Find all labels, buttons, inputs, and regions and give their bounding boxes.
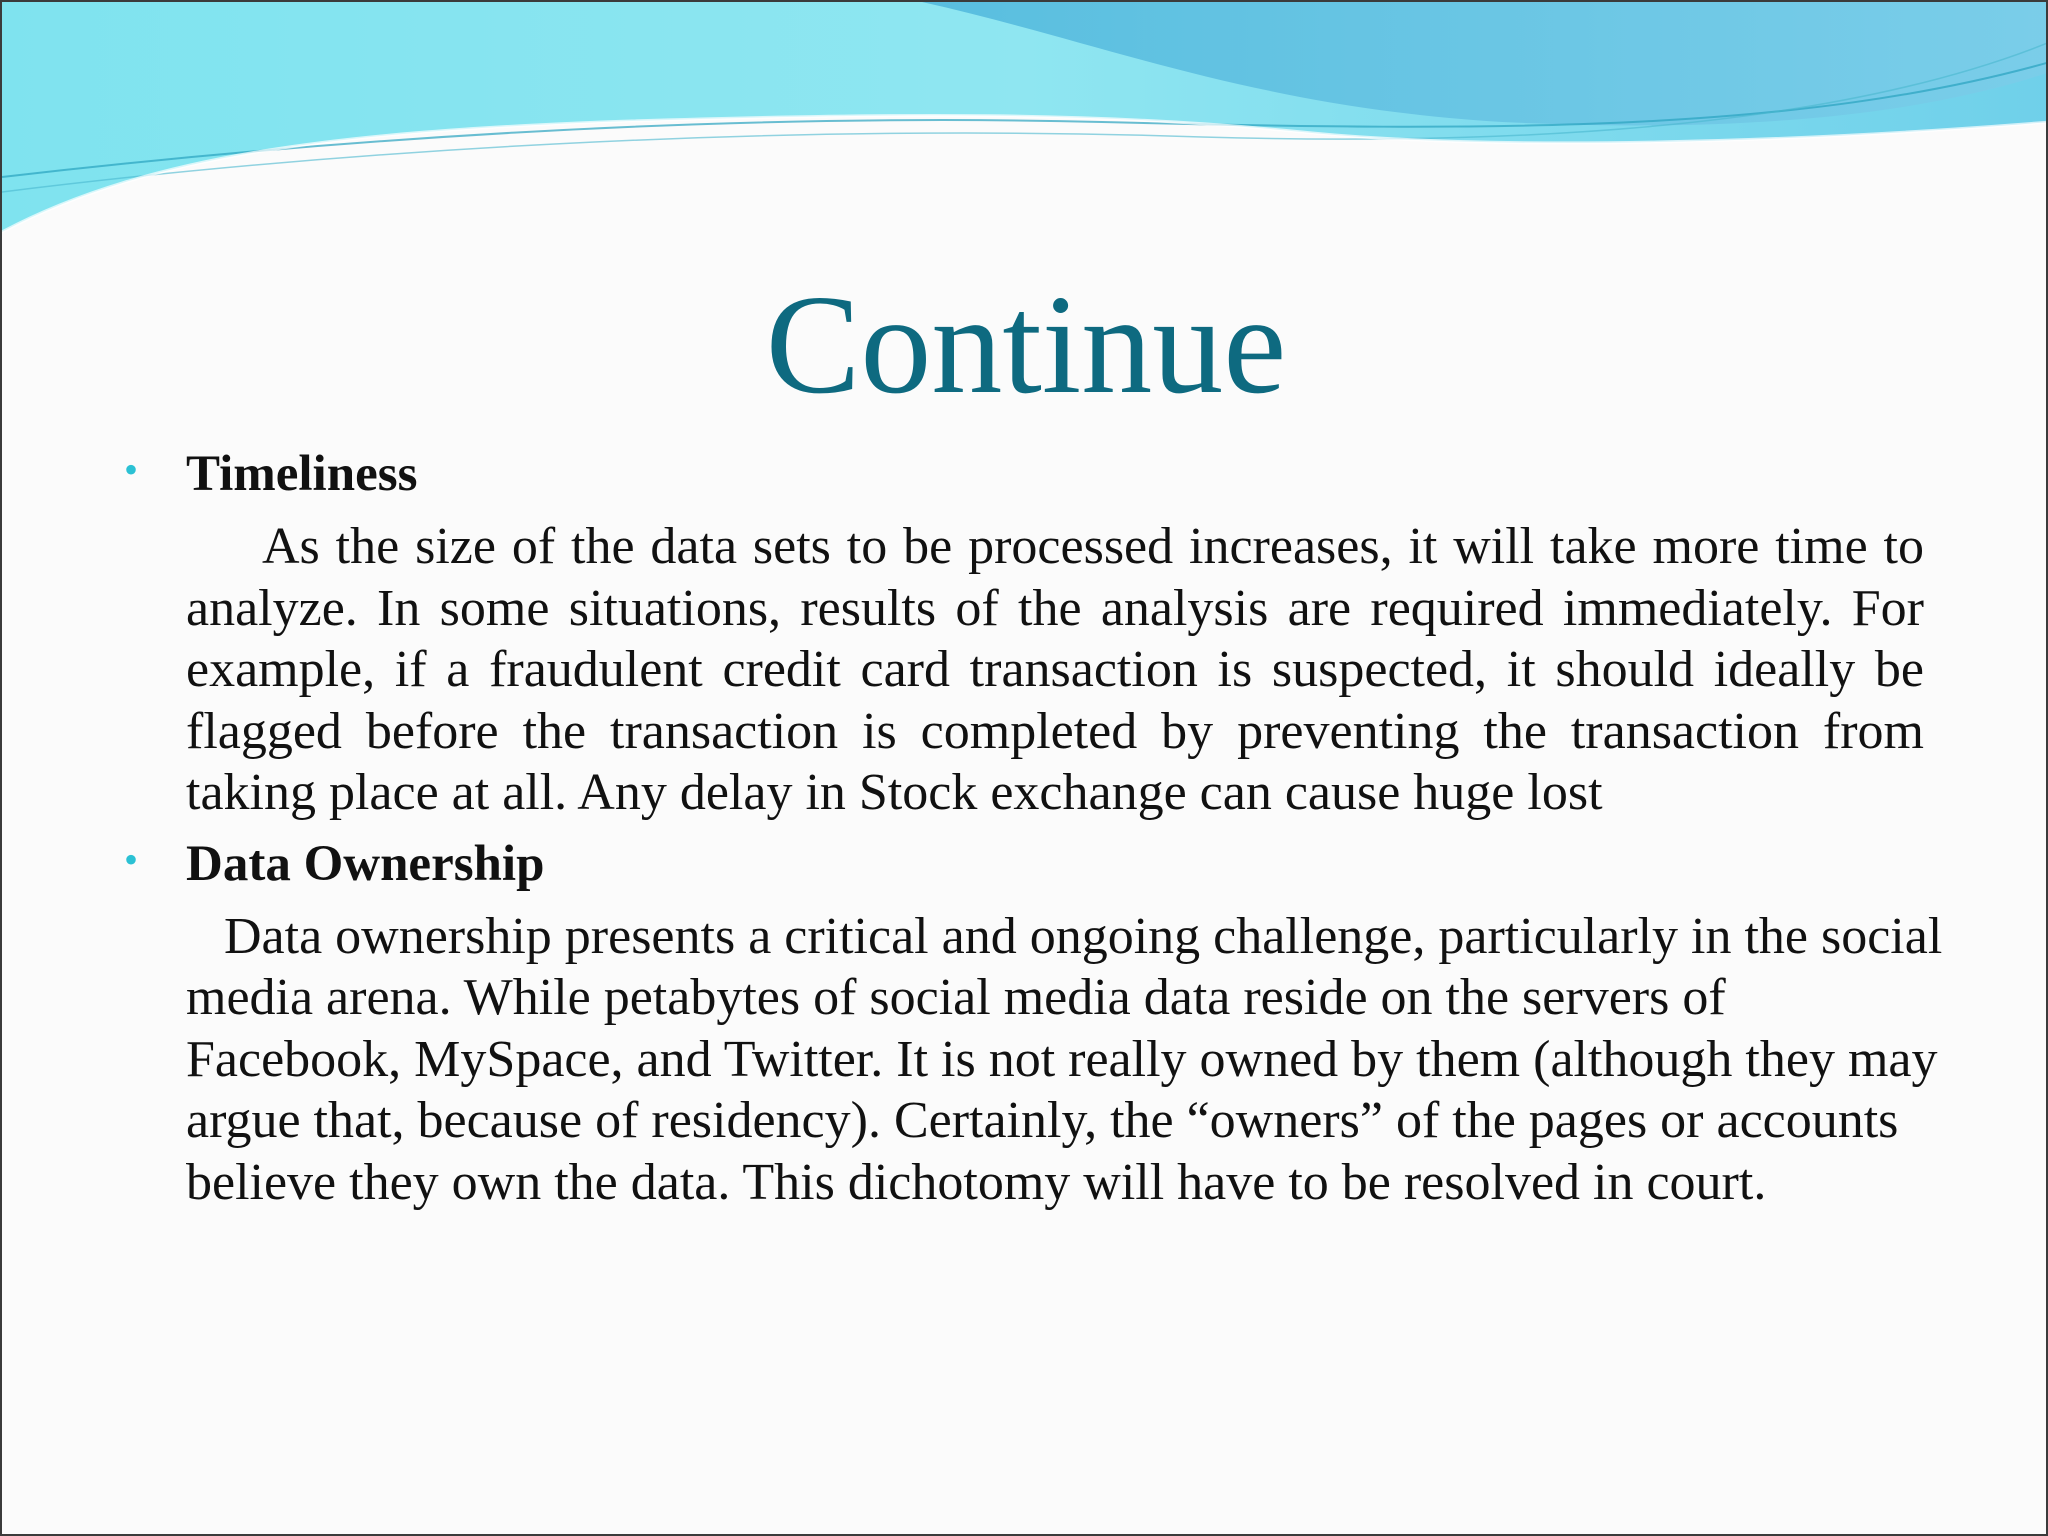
bullet-dot-icon: • (124, 836, 139, 882)
paragraph-data-ownership: Data ownership presents a critical and ongoing challenge, particularly in the social media arena. While petabytes of social media data reside on the servers of Facebook, MySpace, and Twitter. It is not really owned by them (although they may argue that, because of residency). Certainly, the “owners” of the pages or accounts believe they own the data. This dichotomy will have to be resolved in court. (186, 907, 1943, 1211)
bullet-item (120, 832, 1928, 896)
bullet-heading-timeliness: Timeliness (186, 446, 418, 502)
bullet-heading-data-ownership: Data Ownership (186, 835, 545, 892)
bullet-item (120, 442, 1928, 506)
slide-title: Continue (765, 265, 1287, 423)
paragraph-timeliness: As the size of the data sets to be processed increases, it will take more time to analyze. In some situations, results of the analysis are required immediately. For example, if a fraudulent credit card transaction is suspected, it should ideally be flagged before the transaction is completed by preventing the transaction from taking place at all. Any delay in Stock exchange can cause huge lost (186, 518, 1924, 821)
bullet-dot-icon: • (124, 447, 139, 492)
slide-body (120, 442, 1943, 1213)
decorative-wave-header (2, 2, 2048, 242)
